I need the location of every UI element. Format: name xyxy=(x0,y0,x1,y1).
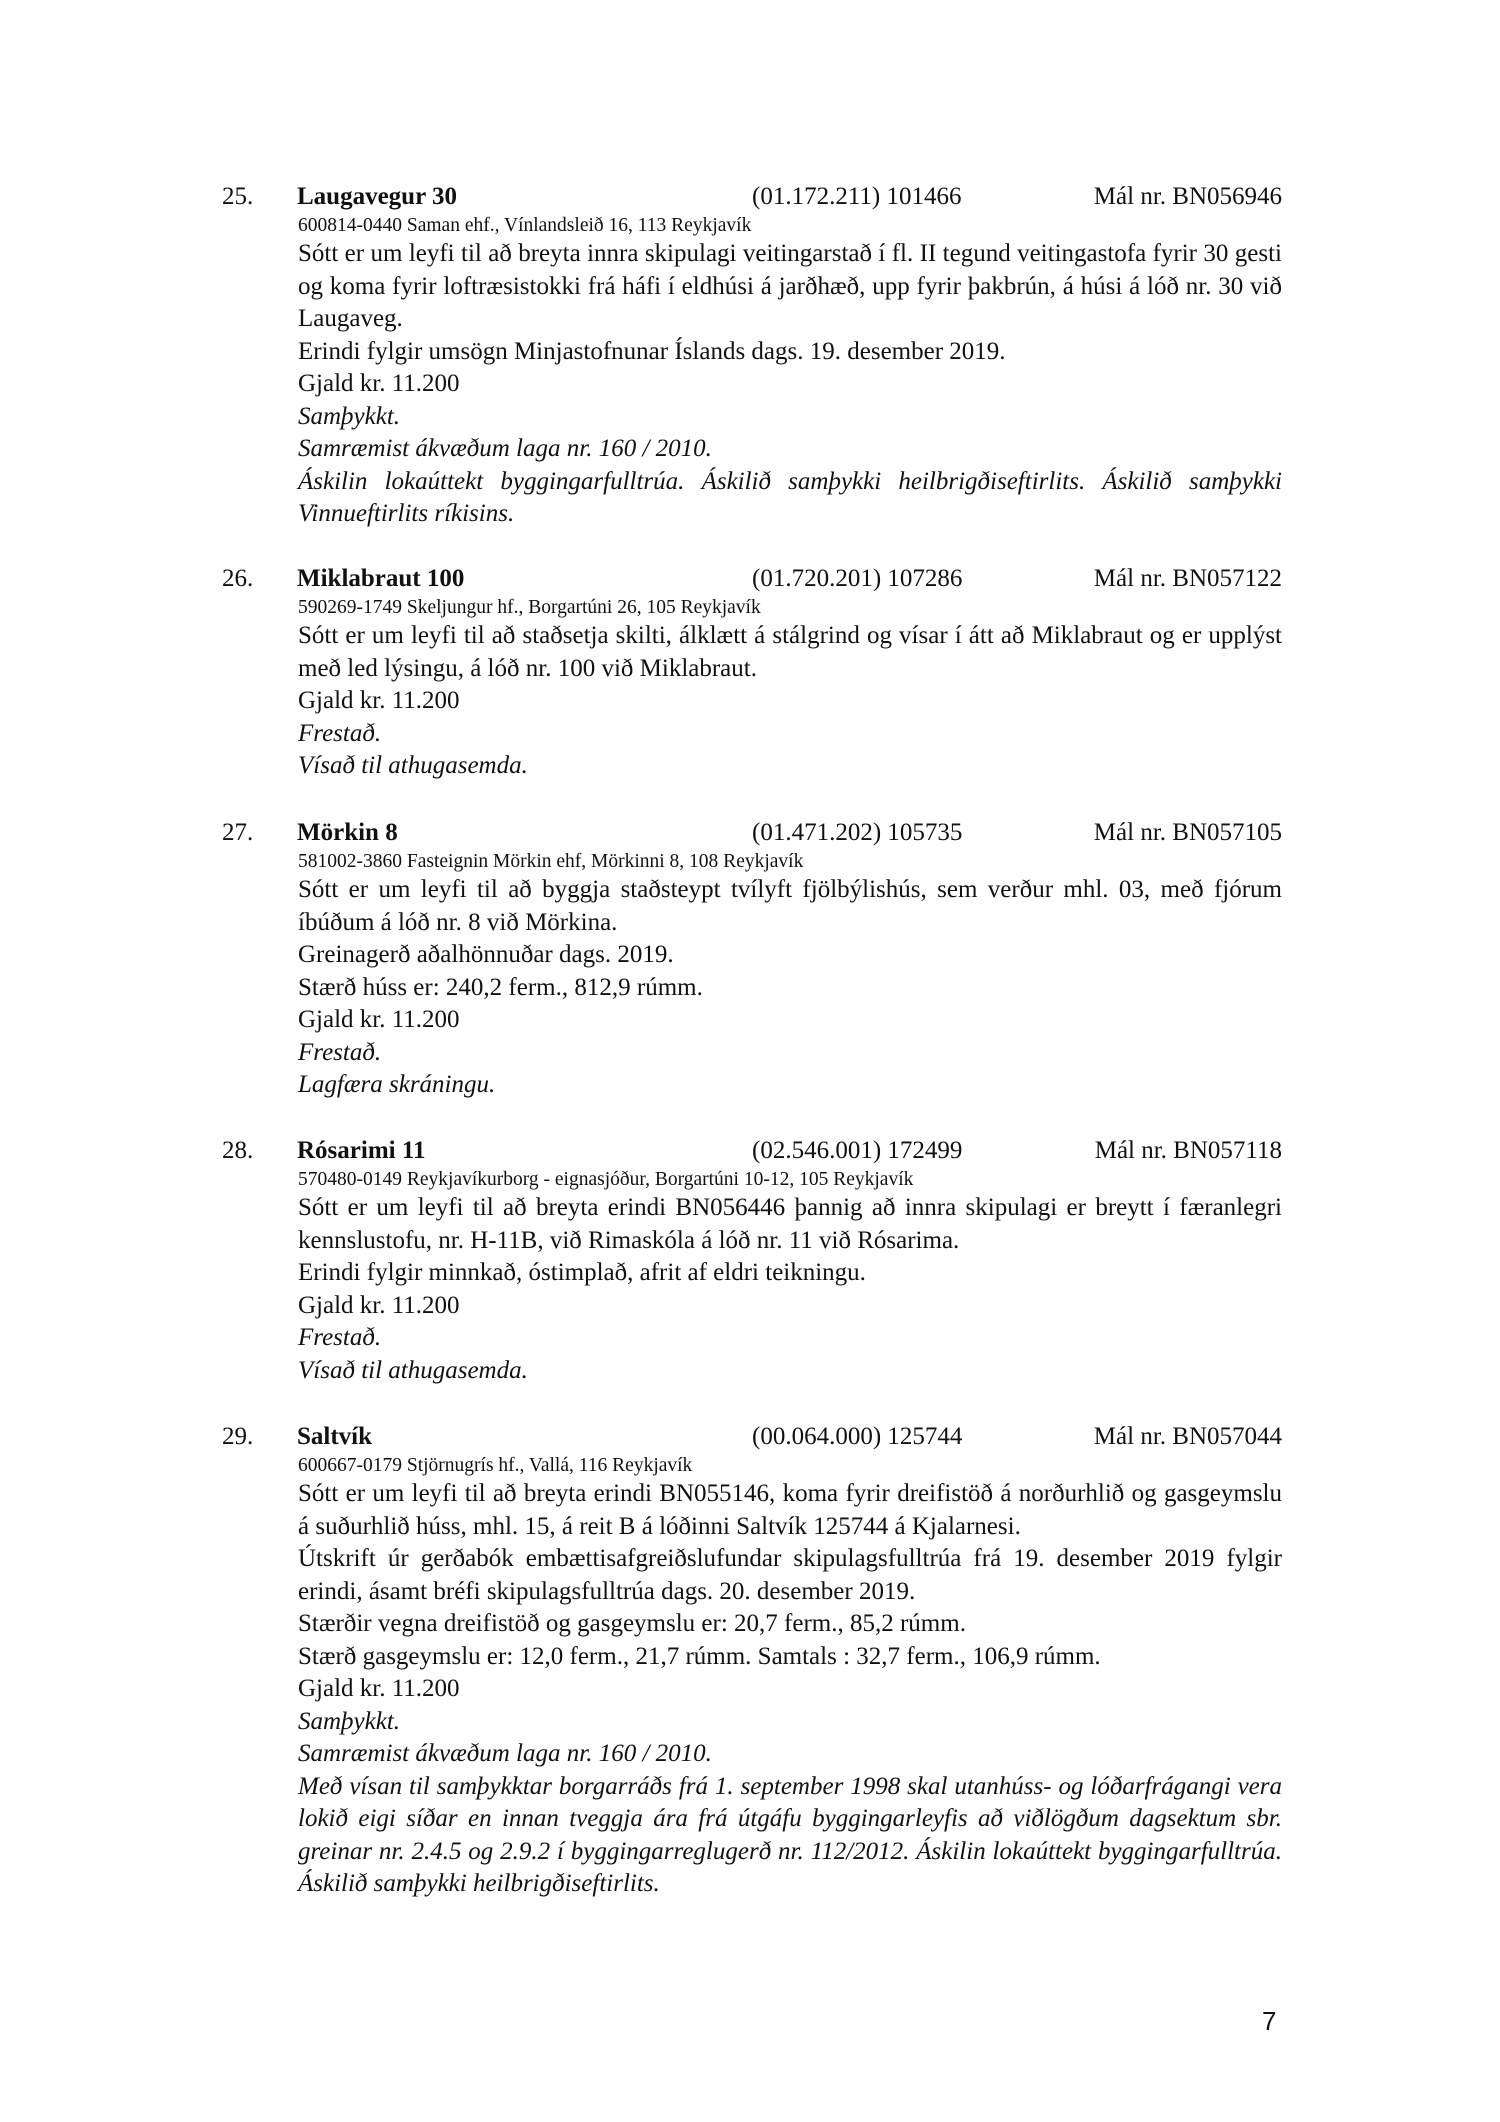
entry-notes: Vísað til athugasemda. xyxy=(298,1356,528,1384)
entry-header xyxy=(222,1420,1282,1454)
entry-law: Samræmist ákvæðum laga nr. 160 / 2010. xyxy=(298,1740,712,1767)
entry-description: Sótt er um leyfi til að breyta erindi BN055146, koma fyrir dreifistöð á norðurhlið og gasgeymslu á suðurhlið húss, mhl. 15, á reit B á lóðinni Saltvík 125744 á Kjalarnesi. xyxy=(298,1480,1282,1540)
entry-notes: Vísað til athugasemda. xyxy=(298,752,528,779)
entry-27 xyxy=(222,816,1282,1102)
entry-number: 27. xyxy=(222,819,254,846)
entry-line: Greinagerð aðalhönnuðar dags. 2019. xyxy=(298,941,674,968)
entry-property-ids: (01.172.211) 101466 xyxy=(752,183,962,210)
entry-description: Sótt er um leyfi til að breyta erindi BN056446 þannig að innra skipulagi er breytt í færanlegri kennslustofu, nr. H-11B, við Rimaskóla á lóð nr. 11 við Rósarima. xyxy=(298,1194,1282,1254)
entry-fee: Gjald kr. 11.200 xyxy=(298,687,460,714)
entry-notes: Áskilin lokaúttekt byggingarfulltrúa. Áskilið samþykki heilbrigðiseftirlits. Áskilið samþykki Vinnueftirlits ríkisins. xyxy=(298,467,1282,527)
page-number: 7 xyxy=(1262,2006,1277,2036)
entry-number: 25. xyxy=(222,183,254,210)
entry-owner: 600814-0440 Saman ehf., Vínlandsleið 16, 113 Reykjavík xyxy=(298,215,752,236)
entry-number: 26. xyxy=(222,565,254,592)
entry-property-ids: (01.720.201) 107286 xyxy=(752,565,963,592)
entry-decision: Samþykkt. xyxy=(298,402,401,430)
entry-fee: Gjald kr. 11.200 xyxy=(298,1675,460,1702)
entry-description-attachment: Útskrift úr gerðabók embættisafgreiðslufundar skipulagsfulltrúa frá 19. desember 2019 fylgir erindi, ásamt bréfi skipulagsfulltrúa dags. 20. desember 2019. xyxy=(298,1545,1282,1605)
entry-description: Sótt er um leyfi til að byggja staðsteypt tvílyft fjölbýlishús, sem verður mhl. 03, með fjórum íbúðum á lóð nr. 8 við Mörkina. xyxy=(298,876,1282,936)
entry-decision: Frestað. xyxy=(298,1038,382,1066)
entry-header xyxy=(222,562,1282,596)
entry-header xyxy=(222,1134,1282,1168)
entry-address: Miklabraut 100 xyxy=(297,565,465,592)
entry-owner: 590269-1749 Skeljungur hf., Borgartúni 26, 105 Reykjavík xyxy=(298,597,761,618)
entry-address: Laugavegur 30 xyxy=(297,183,457,210)
entry-notes: Með vísan til samþykktar borgarráðs frá 1. september 1998 skal utanhúss- og lóðarfrágangi vera lokið eigi síðar en innan tveggja ára frá útgáfu byggingarleyfis að viðlögðum dagsektum sbr. greinar nr. 2.4.5 og 2.9.2 í byggingarreglugerð nr. 112/2012. Áskilin lokaúttekt byggingarfulltrúa. Áskilið samþykki heilbrigðiseftirlits. xyxy=(298,1772,1282,1897)
entry-line: Erindi fylgir umsögn Minjastofnunar Íslands dags. 19. desember 2019. xyxy=(298,337,1006,365)
entry-address: Rósarimi 11 xyxy=(297,1137,426,1164)
entry-decision: Frestað. xyxy=(298,1324,382,1351)
entry-case-number: Mál nr. BN057044 xyxy=(1093,1423,1282,1450)
entry-number: 29. xyxy=(222,1423,254,1450)
entry-description: Sótt er um leyfi til að staðsetja skilti, álklætt á stálgrind og vísar í átt að Miklabraut og er upplýst með led lýsingu, á lóð nr. 100 við Miklabraut. xyxy=(298,622,1282,682)
entry-address: Mörkin 8 xyxy=(297,819,398,846)
entry-line: Stærð gasgeymslu er: 12,0 ferm., 21,7 rúmm. Samtals : 32,7 ferm., 106,9 rúmm. xyxy=(298,1642,1101,1670)
entry-property-ids: (01.471.202) 105735 xyxy=(752,819,963,846)
entry-line: Stærð húss er: 240,2 ferm., 812,9 rúmm. xyxy=(298,973,703,1001)
entry-property-ids: (02.546.001) 172499 xyxy=(752,1137,963,1164)
entry-header xyxy=(222,816,1282,850)
entry-case-number: Mál nr. BN056946 xyxy=(1093,183,1282,210)
entry-header xyxy=(222,180,1282,214)
entry-number: 28. xyxy=(222,1137,254,1164)
entry-29 xyxy=(222,1420,1282,1901)
entry-owner: 581002-3860 Fasteignin Mörkin ehf, Mörkinni 8, 108 Reykjavík xyxy=(298,851,804,872)
entry-owner: 570480-0149 Reykjavíkurborg - eignasjóður, Borgartúni 10-12, 105 Reykjavík xyxy=(298,1169,914,1190)
entry-address: Saltvík xyxy=(297,1423,373,1450)
entry-property-ids: (00.064.000) 125744 xyxy=(752,1423,963,1450)
entry-fee: Gjald kr. 11.200 xyxy=(298,370,460,397)
entry-notes: Lagfæra skráningu. xyxy=(298,1071,496,1098)
entry-law: Samræmist ákvæðum laga nr. 160 / 2010. xyxy=(298,435,712,462)
entry-fee: Gjald kr. 11.200 xyxy=(298,1291,460,1319)
entry-decision: Frestað. xyxy=(298,719,382,747)
entry-case-number: Mál nr. BN057105 xyxy=(1093,819,1282,846)
entry-description: Sótt er um leyfi til að breyta innra skipulagi veitingarstað í fl. II tegund veitingastofa fyrir 30 gesti og koma fyrir loftræsistokki frá háfi í eldhúsi á jarðhæð, upp fyrir þakbrún, á húsi á lóð nr. 30 við Laugaveg. xyxy=(298,240,1282,332)
entry-26 xyxy=(222,562,1282,783)
entry-fee: Gjald kr. 11.200 xyxy=(298,1006,460,1033)
entry-line: Stærðir vegna dreifistöð og gasgeymslu er: 20,7 ferm., 85,2 rúmm. xyxy=(298,1610,966,1637)
entry-28 xyxy=(222,1134,1282,1387)
entry-decision: Samþykkt. xyxy=(298,1707,401,1735)
entry-line: Erindi fylgir minnkað, óstimplað, afrit af eldri teikningu. xyxy=(298,1259,866,1286)
entry-25 xyxy=(222,180,1282,531)
entry-case-number: Mál nr. BN057122 xyxy=(1093,565,1282,592)
entry-owner: 600667-0179 Stjörnugrís hf., Vallá, 116 Reykjavík xyxy=(298,1455,693,1476)
entry-case-number: Mál nr. BN057118 xyxy=(1094,1137,1282,1164)
